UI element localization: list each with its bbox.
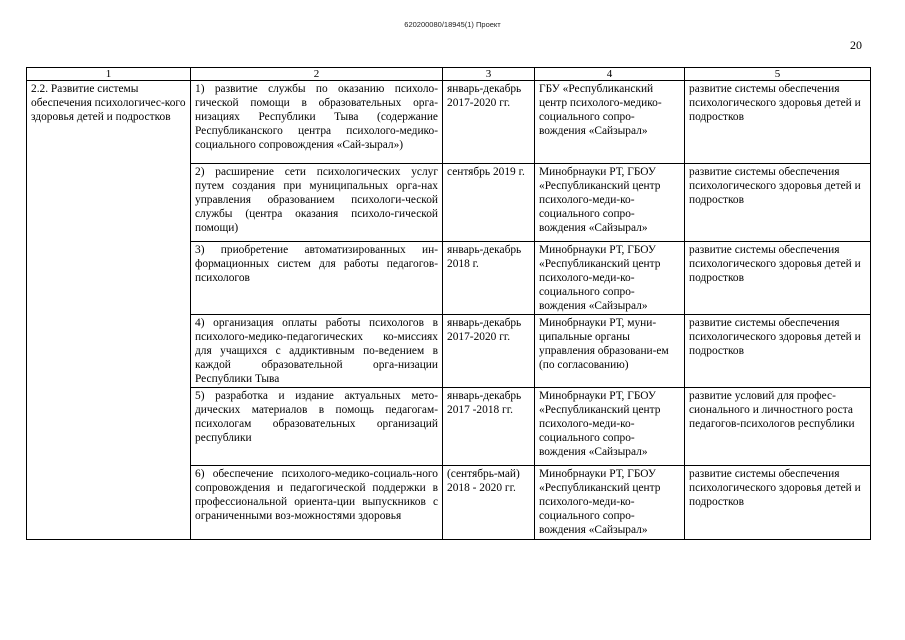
measures-table xyxy=(26,67,871,540)
period-cell: январь-декабрь 2017-2020 гг. xyxy=(443,315,535,388)
result-cell: развитие условий для профес-сионального и личностного роста педагогов-психологов республики xyxy=(685,388,871,466)
result-cell: развитие системы обеспечения психологического здоровья детей и подростков xyxy=(685,81,871,164)
column-header: 3 xyxy=(443,68,535,81)
activity-cell: 4) организация оплаты работы психологов в психолого-медико-педагогических ко-миссиях для учащихся с аддиктивным по-ведением в каждой образовательной орга-низации Республики Тыва xyxy=(191,315,443,388)
activity-cell: 1) развитие службы по оказанию психоло-гической помощи в образовательных орга-низациях Республики Тыва (содержание Республиканского центра психолого-медико-социального сопровождения «Сай-зырал») xyxy=(191,81,443,164)
column-header: 5 xyxy=(685,68,871,81)
document-id: 620200080/18945(1) Проект xyxy=(404,20,501,29)
period-cell: сентябрь 2019 г. xyxy=(443,164,535,242)
column-header: 2 xyxy=(191,68,443,81)
period-cell: январь-декабрь 2018 г. xyxy=(443,242,535,315)
activity-cell: 3) приобретение автоматизированных ин-формационных систем для работы педагогов-психологов xyxy=(191,242,443,315)
page-number: 20 xyxy=(850,38,862,52)
period-cell: январь-декабрь 2017-2020 гг. xyxy=(443,81,535,164)
period-cell: (сентябрь-май) 2018 - 2020 гг. xyxy=(443,466,535,540)
table-header-row xyxy=(27,68,871,81)
executor-cell: ГБУ «Республиканский центр психолого-медико-социального сопро-вождения «Сайзырал» xyxy=(535,81,685,164)
activity-cell: 2) расширение сети психологических услуг путем создания при муниципальных орга-нах управления образованием психологи-ческой службы (центра оказания психоло-гической помощи) xyxy=(191,164,443,242)
executor-cell: Минобрнауки РТ, ГБОУ «Республиканский центр психолого-меди-ко-социального сопро-вождения «Сайзырал» xyxy=(535,388,685,466)
result-cell: развитие системы обеспечения психологического здоровья детей и подростков xyxy=(685,466,871,540)
executor-cell: Минобрнауки РТ, ГБОУ «Республиканский центр психолого-меди-ко-социального сопро-вождения «Сайзырал» xyxy=(535,466,685,540)
executor-cell: Минобрнауки РТ, ГБОУ «Республиканский центр психолого-меди-ко-социального сопро-вождения «Сайзырал» xyxy=(535,242,685,315)
result-cell: развитие системы обеспечения психологического здоровья детей и подростков xyxy=(685,242,871,315)
result-cell: развитие системы обеспечения психологического здоровья детей и подростков xyxy=(685,164,871,242)
column-header: 1 xyxy=(27,68,191,81)
executor-cell: Минобрнауки РТ, муни-ципальные органы управления образовани-ем (по согласованию) xyxy=(535,315,685,388)
activity-cell: 5) разработка и издание актуальных мето-дических материалов в помощь педагогам-психологам образовательных организаций республики xyxy=(191,388,443,466)
executor-cell: Минобрнауки РТ, ГБОУ «Республиканский центр психолого-меди-ко-социального сопро-вождения «Сайзырал» xyxy=(535,164,685,242)
column-header: 4 xyxy=(535,68,685,81)
result-cell: развитие системы обеспечения психологического здоровья детей и подростков xyxy=(685,315,871,388)
period-cell: январь-декабрь 2017 -2018 гг. xyxy=(443,388,535,466)
section-title-cell: 2.2. Развитие системы обеспечения психологичес-кого здоровья детей и подростков xyxy=(27,81,191,540)
activity-cell: 6) обеспечение психолого-медико-социаль-ного сопровождения и педагогической поддержки в профессиональной ориента-ции выпускников с ограниченными воз-можностями здоровья xyxy=(191,466,443,540)
table-row xyxy=(27,81,871,164)
